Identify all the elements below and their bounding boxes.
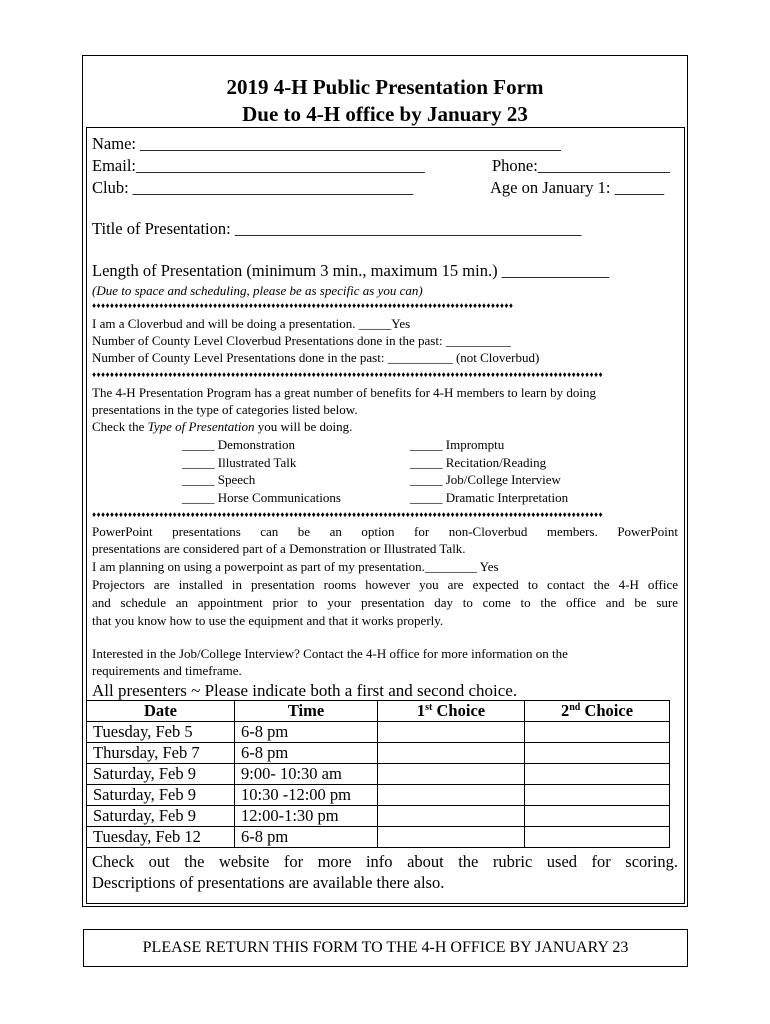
interview-line2: requirements and timeframe. (92, 663, 242, 678)
rubric-note-line1: Check out the website for more info about the rubric used for scoring. (92, 852, 678, 871)
name-field[interactable]: Name: ___________________________________________________ (92, 134, 561, 153)
row-time: 9:00- 10:30 am (235, 764, 378, 785)
powerpoint-line1: PowerPoint presentations can be an option for non-Cloverbud members. PowerPoint (92, 524, 678, 539)
header-date: Date (87, 701, 235, 722)
projector-line3: that you know how to use the equipment and that it works properly. (92, 613, 444, 628)
table-row (87, 722, 670, 743)
cloverbud-count[interactable]: Number of County Level Cloverbud Presentations done in the past: __________ (92, 333, 511, 348)
program-paragraph-line1: The 4-H Presentation Program has a great number of benefits for 4-H members to learn by doing (92, 385, 596, 400)
diamond-divider-1: ♦♦♦♦♦♦♦♦♦♦♦♦♦♦♦♦♦♦♦♦♦♦♦♦♦♦♦♦♦♦♦♦♦♦♦♦♦♦♦♦♦♦♦♦♦♦♦♦♦♦♦♦♦♦♦♦♦♦♦♦♦♦♦♦♦♦♦♦♦♦♦♦♦♦♦♦♦♦♦♦♦♦♦♦♦♦♦♦♦♦♦♦♦♦ (92, 301, 514, 310)
inner-border-right (684, 127, 685, 903)
projector-line1: Projectors are installed in presentation rooms however you are expected to contact the 4-H office (92, 577, 678, 592)
type-job-college-interview[interactable]: _____ Job/College Interview (410, 472, 561, 487)
presentation-length-field[interactable]: Length of Presentation (minimum 3 min., maximum 15 min.) _____________ (92, 261, 609, 280)
row-date: Saturday, Feb 9 (87, 764, 235, 785)
phone-field[interactable]: Phone:________________ (492, 156, 670, 175)
header-time: Time (235, 701, 378, 722)
table-row (87, 785, 670, 806)
row-time: 6-8 pm (235, 722, 378, 743)
second-choice-cell[interactable] (525, 827, 670, 848)
type-demonstration[interactable]: _____ Demonstration (182, 437, 296, 452)
diamond-divider-3: ♦♦♦♦♦♦♦♦♦♦♦♦♦♦♦♦♦♦♦♦♦♦♦♦♦♦♦♦♦♦♦♦♦♦♦♦♦♦♦♦♦♦♦♦♦♦♦♦♦♦♦♦♦♦♦♦♦♦♦♦♦♦♦♦♦♦♦♦♦♦♦♦♦♦♦♦♦♦♦♦♦♦♦♦♦♦♦♦♦♦♦♦♦♦♦♦♦♦♦♦♦♦♦♦♦♦♦♦♦♦♦♦♦♦ (92, 510, 603, 519)
row-date: Tuesday, Feb 12 (87, 827, 235, 848)
row-time: 6-8 pm (235, 827, 378, 848)
row-time: 12:00-1:30 pm (235, 806, 378, 827)
powerpoint-question[interactable]: I am planning on using a powerpoint as part of my presentation.________ Yes (92, 559, 499, 574)
rubric-note-line2: Descriptions of presentations are available there also. (92, 873, 445, 892)
age-field[interactable]: Age on January 1: ______ (490, 178, 665, 197)
type-dramatic-interpretation[interactable]: _____ Dramatic Interpretation (410, 490, 569, 505)
row-date: Tuesday, Feb 5 (87, 722, 235, 743)
table-row (87, 764, 670, 785)
return-notice: PLEASE RETURN THIS FORM TO THE 4-H OFFICE BY JANUARY 23 (83, 929, 688, 967)
first-choice-cell[interactable] (378, 722, 525, 743)
table-row (87, 743, 670, 764)
row-date: Saturday, Feb 9 (87, 806, 235, 827)
first-choice-cell[interactable] (378, 827, 525, 848)
second-choice-cell[interactable] (525, 785, 670, 806)
row-date: Thursday, Feb 7 (87, 743, 235, 764)
presentation-title-field[interactable]: Title of Presentation: __________________________________________ (92, 219, 582, 238)
row-time: 6-8 pm (235, 743, 378, 764)
inner-border-bottom (86, 903, 685, 904)
schedule-table (86, 700, 670, 848)
length-note: (Due to space and scheduling, please be as specific as you can) (92, 283, 423, 298)
schedule-header-row (87, 701, 670, 722)
header-second-choice: 2nd Choice (525, 701, 670, 722)
cloverbud-question[interactable]: I am a Cloverbud and will be doing a presentation. _____Yes (92, 316, 411, 331)
row-time: 10:30 -12:00 pm (235, 785, 378, 806)
type-speech[interactable]: _____ Speech (182, 472, 256, 487)
check-type-instruction: Check the Type of Presentation you will be doing. (92, 419, 353, 434)
type-illustrated-talk[interactable]: _____ Illustrated Talk (182, 455, 297, 470)
first-choice-cell[interactable] (378, 764, 525, 785)
email-field[interactable]: Email:___________________________________ (92, 156, 425, 175)
powerpoint-line2: presentations are considered part of a Demonstration or Illustrated Talk. (92, 541, 466, 556)
type-impromptu[interactable]: _____ Impromptu (410, 437, 505, 452)
diamond-divider-2: ♦♦♦♦♦♦♦♦♦♦♦♦♦♦♦♦♦♦♦♦♦♦♦♦♦♦♦♦♦♦♦♦♦♦♦♦♦♦♦♦♦♦♦♦♦♦♦♦♦♦♦♦♦♦♦♦♦♦♦♦♦♦♦♦♦♦♦♦♦♦♦♦♦♦♦♦♦♦♦♦♦♦♦♦♦♦♦♦♦♦♦♦♦♦♦♦♦♦♦♦♦♦♦♦♦♦♦♦♦♦♦♦♦♦ (92, 370, 603, 379)
first-choice-cell[interactable] (378, 743, 525, 764)
form-title: 2019 4-H Public Presentation Form (226, 75, 544, 99)
first-choice-cell[interactable] (378, 785, 525, 806)
second-choice-cell[interactable] (525, 806, 670, 827)
county-presentations-count[interactable]: Number of County Level Presentations done in the past: __________ (not Cloverbud) (92, 350, 540, 365)
header-divider (86, 127, 684, 128)
first-choice-cell[interactable] (378, 806, 525, 827)
interview-line1: Interested in the Job/College Interview? Contact the 4-H office for more information on the (92, 646, 568, 661)
header-first-choice: 1st Choice (378, 701, 525, 722)
club-field[interactable]: Club: __________________________________ (92, 178, 414, 197)
program-paragraph-line2: presentations in the type of categories listed below. (92, 402, 358, 417)
table-row (87, 827, 670, 848)
form-subtitle: Due to 4-H office by January 23 (242, 102, 528, 126)
schedule-intro: All presenters ~ Please indicate both a first and second choice. (92, 681, 518, 700)
second-choice-cell[interactable] (525, 743, 670, 764)
second-choice-cell[interactable] (525, 722, 670, 743)
type-recitation-reading[interactable]: _____ Recitation/Reading (410, 455, 547, 470)
second-choice-cell[interactable] (525, 764, 670, 785)
row-date: Saturday, Feb 9 (87, 785, 235, 806)
projector-line2: and schedule an appointment prior to your presentation day to come to the office and be sure (92, 595, 678, 610)
table-row (87, 806, 670, 827)
type-horse-communications[interactable]: _____ Horse Communications (182, 490, 341, 505)
